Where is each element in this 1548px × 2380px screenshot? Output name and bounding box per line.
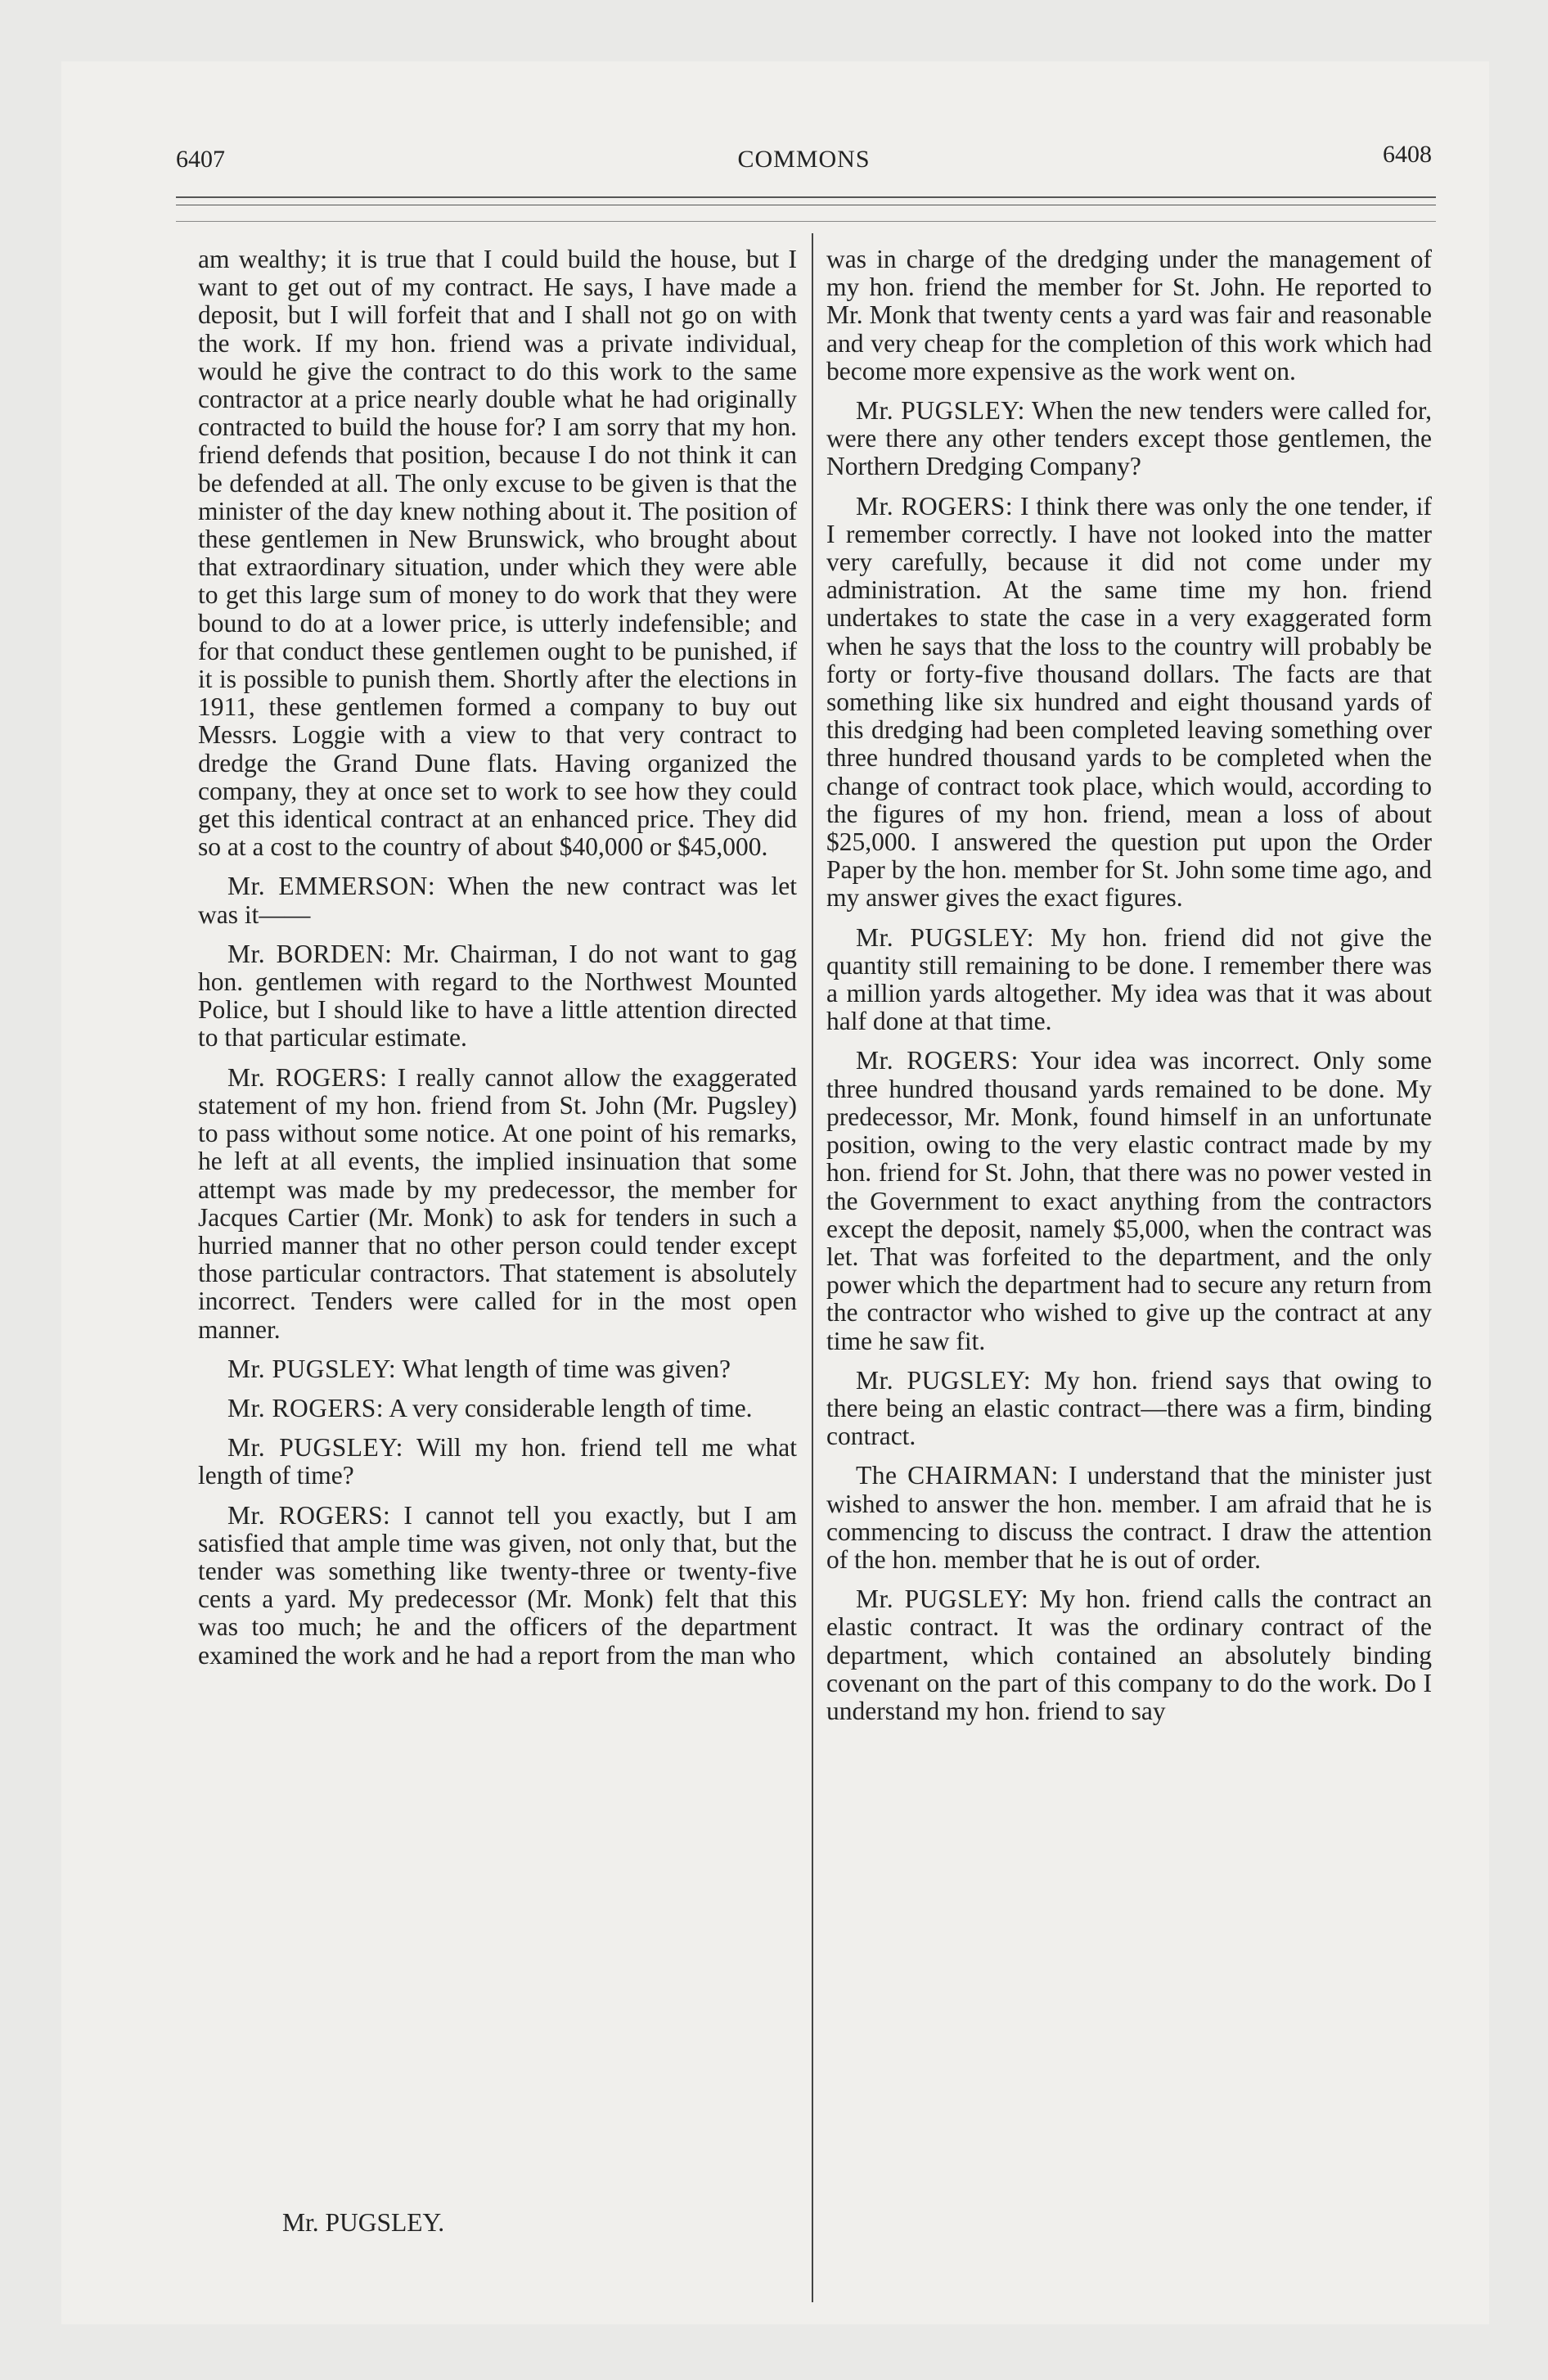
speech-paragraph bbox=[198, 1434, 797, 1490]
speech-text: Your idea was incorrect. Only some three hundred thousand yards remained to be done. My predecessor, Mr. Monk, found himself in an unfortunate position, owing to the very elastic contract made by my hon. friend for St. John, that there was no power vested in the Government to exact anything from the contractors except the deposit, namely $5,000, when the contract was let. That was forfeited to the department, and the only power which the department had to secure any return from the contractor who wished to give up the contract at any time he saw fit. bbox=[826, 1046, 1432, 1355]
speech-text: My hon. friend calls the contract an elastic contract. It was the ordinary contract of the department, which contained an absolutely binding covenant on the part of this company to do the work. Do I understand my hon. friend to say bbox=[826, 1584, 1432, 1725]
speaker-name: Mr. ROGERS: bbox=[227, 1393, 385, 1422]
speech-text: Mr. Chairman, I do not want to gag hon. gentlemen with regard to the Northwest Mounted Police, but I should like to have a little attention directed to that particular estimate. bbox=[198, 939, 797, 1053]
speech-paragraph bbox=[198, 1395, 797, 1422]
speaker-name: Mr. ROGERS: bbox=[227, 1500, 391, 1530]
right-page-number: 6408 bbox=[1383, 141, 1432, 168]
speech-paragraph bbox=[198, 1355, 797, 1383]
speech-text: am wealthy; it is true that I could build the house, but I want to get out of my contract. He says, I have made a deposit, but I will forfeit that and I shall not go on with the work. If my hon. friend was a private individual, would he give the contract to do this work to the same contractor at a price nearly double what he had originally contracted to build the house for? I am sorry that my hon. friend defends that position, because I do not think it can be defended at all. The only excuse to be given is that the minister of the day knew nothing about it. The position of these gentlemen in New Brunswick, who brought about that extraordinary situation, under which they were able to get this large sum of money to do work that they were bound to do at a lower price, is utterly indefensible; and for that conduct these gentlemen ought to be punished, if it is possible to punish them. Shortly after the elections in 1911, these gentlemen formed a company to buy out Messrs. Loggie with a view to that very contract to dredge the Grand Dune flats. Having organized the company, they at once set to work to see how they could get this identical contract at an enhanced price. They did so at a cost to the country of about $40,000 or $45,000. bbox=[198, 245, 797, 862]
speech-paragraph bbox=[198, 872, 797, 928]
speech-paragraph bbox=[826, 246, 1432, 385]
speaker-name: Mr. EMMERSON: bbox=[227, 872, 436, 901]
speaker-name: Mr. PUGSLEY: bbox=[856, 396, 1025, 426]
speech-text: My hon. friend did not give the quantity still remaining to be done. I remember there was a million yards altogether. My idea was that it was about half done at that time. bbox=[826, 922, 1432, 1036]
right-column bbox=[826, 246, 1432, 1737]
speech-paragraph bbox=[198, 940, 797, 1053]
catchword: Mr. PUGSLEY. bbox=[282, 2208, 445, 2237]
speech-text: My hon. friend says that owing to there being an elastic contract—there was a firm, binding contract. bbox=[826, 1365, 1432, 1451]
speech-paragraph bbox=[198, 246, 797, 861]
speech-text: What length of time was given? bbox=[402, 1354, 731, 1383]
speech-text: When the new tenders were called for, were there any other tenders except those gentlemen, the Northern Dredging Company? bbox=[826, 396, 1432, 481]
speech-paragraph bbox=[826, 493, 1432, 913]
speaker-name: Mr. ROGERS: bbox=[856, 491, 1014, 521]
speech-paragraph bbox=[826, 1047, 1432, 1355]
running-title: COMMONS bbox=[737, 146, 871, 173]
speaker-name: Mr. PUGSLEY: bbox=[856, 922, 1035, 952]
speech-paragraph bbox=[198, 1064, 797, 1344]
speech-paragraph bbox=[826, 1585, 1432, 1725]
speech-text: I really cannot allow the exaggerated statement of my hon. friend from St. John (Mr. Pugsley) to pass without some notice. At one point of his remarks, he left at all events, the implied insinuation that some attempt was made by my predecessor, the member for Jacques Cartier (Mr. Monk) to ask for tenders in such a hurried manner that no other person could tender except those particular contractors. That statement is absolutely incorrect. Tenders were called for in the most open manner. bbox=[198, 1062, 798, 1344]
speaker-name: Mr. BORDEN: bbox=[227, 939, 393, 968]
header-rule-top bbox=[176, 196, 1436, 198]
speech-text: I think there was only the one tender, if I remember correctly. I have not looked into the matter very carefully, because it did not come under my administration. At the same time my hon. friend undertakes to state the case in a very exaggerated form when he says that the loss to the country will probably be forty or forty-five thousand dollars. The facts are that something like six hundred and eight thousand yards of this dredging had been completed leaving something over three hundred thousand yards to be completed when the change of contract took place, which would, according to the figures of my hon. friend, mean a loss of about $25,000. I answered the question put upon the Order Paper by the hon. member for St. John some time ago, and my answer gives the exact figures. bbox=[826, 491, 1432, 913]
speaker-name: Mr. PUGSLEY: bbox=[227, 1354, 397, 1383]
speaker-name: Mr. PUGSLEY: bbox=[856, 1365, 1032, 1395]
speech-text: Will my hon. friend tell me what length of time? bbox=[198, 1433, 797, 1490]
page-header bbox=[176, 141, 1432, 178]
speech-text: was in charge of the dredging under the management of my hon. friend the member for St. John. He reported to Mr. Monk that twenty cents a yard was fair and reasonable and very cheap for the completion of this work which had become more expensive as the work went on. bbox=[826, 245, 1432, 385]
speech-text: A very considerable length of time. bbox=[389, 1393, 753, 1422]
speaker-name: Mr. ROGERS: bbox=[227, 1062, 388, 1092]
column-divider bbox=[812, 233, 813, 2302]
speech-paragraph bbox=[198, 1502, 797, 1670]
speech-paragraph bbox=[826, 397, 1432, 481]
speech-text: I cannot tell you exactly, but I am satisfied that ample time was given, not only that, but the tender was something like twenty-three or twenty-five cents a yard. My predecessor (Mr. Monk) felt that this was too much; he and the officers of the department examined the work and he had a report from the man who bbox=[198, 1500, 797, 1670]
left-page-number: 6407 bbox=[176, 146, 225, 173]
speech-paragraph bbox=[826, 924, 1432, 1036]
left-column bbox=[198, 246, 797, 1681]
speech-paragraph bbox=[826, 1367, 1432, 1451]
speech-text: I understand that the minister just wished to answer the hon. member. I am afraid that he is commencing to discuss the contract. I draw the attention of the hon. member that he is out of order. bbox=[826, 1461, 1432, 1574]
speech-paragraph bbox=[826, 1462, 1432, 1574]
speech-text: When the new contract was let was it—— bbox=[198, 872, 797, 929]
header-rule-thin bbox=[176, 221, 1436, 222]
speaker-name: Mr. PUGSLEY: bbox=[856, 1584, 1029, 1614]
speaker-name: Mr. ROGERS: bbox=[856, 1046, 1019, 1075]
speaker-name: The CHAIRMAN: bbox=[856, 1461, 1059, 1490]
speaker-name: Mr. PUGSLEY: bbox=[227, 1433, 403, 1463]
